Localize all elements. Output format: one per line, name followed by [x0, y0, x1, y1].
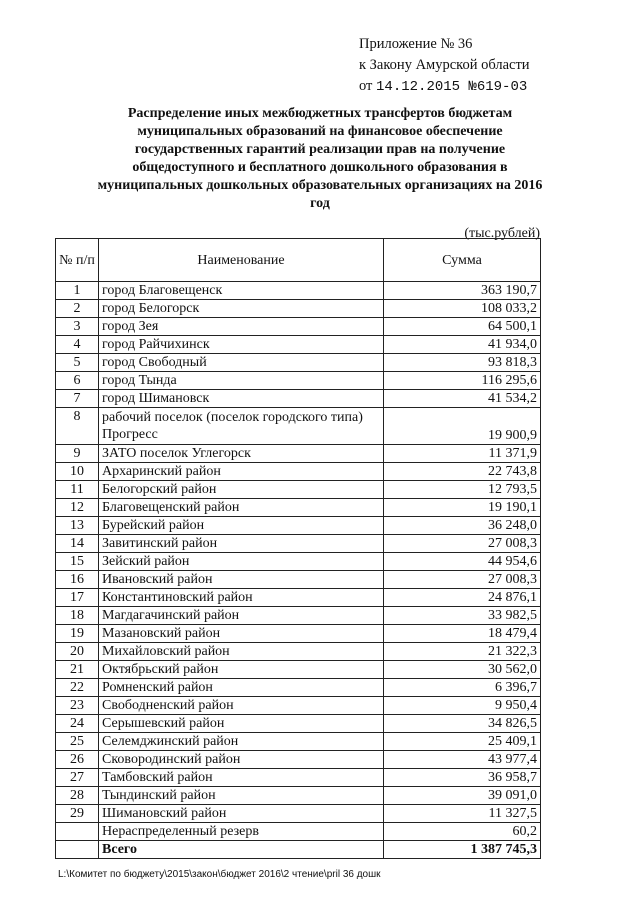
- row-name: город Шимановск: [99, 390, 384, 408]
- header-num: № п/п: [56, 239, 99, 282]
- row-sum: 36 248,0: [384, 517, 541, 535]
- row-num: 4: [56, 336, 99, 354]
- row-name: Зейский район: [99, 553, 384, 571]
- row-name: Селемджинский район: [99, 733, 384, 751]
- row-num: 11: [56, 481, 99, 499]
- row-sum: 41 534,2: [384, 390, 541, 408]
- row-num: 1: [56, 282, 99, 300]
- row-sum: 33 982,5: [384, 607, 541, 625]
- row-sum: 43 977,4: [384, 751, 541, 769]
- table-row: [56, 390, 541, 408]
- table-row: [56, 282, 541, 300]
- row-sum: 93 818,3: [384, 354, 541, 372]
- row-num: 8: [56, 408, 99, 445]
- row-name: Бурейский район: [99, 517, 384, 535]
- row-num: 29: [56, 805, 99, 823]
- table-body: [56, 282, 541, 859]
- table-row: [56, 715, 541, 733]
- table-row: [56, 751, 541, 769]
- row-sum: 18 479,4: [384, 625, 541, 643]
- header-sum: Сумма: [384, 239, 541, 282]
- row-sum: 363 190,7: [384, 282, 541, 300]
- table-row: [56, 535, 541, 553]
- row-name: город Тында: [99, 372, 384, 390]
- row-sum: 41 934,0: [384, 336, 541, 354]
- row-sum: 30 562,0: [384, 661, 541, 679]
- row-sum: 9 950,4: [384, 697, 541, 715]
- table-row: [56, 625, 541, 643]
- table-row: [56, 805, 541, 823]
- table-row: [56, 661, 541, 679]
- row-name: Свободненский район: [99, 697, 384, 715]
- row-sum: 44 954,6: [384, 553, 541, 571]
- row-num: [56, 823, 99, 841]
- row-sum: 64 500,1: [384, 318, 541, 336]
- row-num: 21: [56, 661, 99, 679]
- row-sum: 12 793,5: [384, 481, 541, 499]
- row-sum: 27 008,3: [384, 571, 541, 589]
- table-row: [56, 445, 541, 463]
- row-sum: 22 743,8: [384, 463, 541, 481]
- row-num: 6: [56, 372, 99, 390]
- row-num: 9: [56, 445, 99, 463]
- row-name: город Свободный: [99, 354, 384, 372]
- row-name: Октябрьский район: [99, 661, 384, 679]
- row-name: город Райчихинск: [99, 336, 384, 354]
- appendix-date: 14.12.2015 №619-03: [376, 79, 528, 95]
- row-name: Белогорский район: [99, 481, 384, 499]
- row-sum: 39 091,0: [384, 787, 541, 805]
- row-sum: 60,2: [384, 823, 541, 841]
- row-num: 7: [56, 390, 99, 408]
- row-sum: 24 876,1: [384, 589, 541, 607]
- table-row: [56, 463, 541, 481]
- row-num: 16: [56, 571, 99, 589]
- appendix-date-line: [359, 76, 530, 98]
- units-label: (тыс.рублей): [464, 226, 540, 241]
- table-row: [56, 643, 541, 661]
- row-num: 17: [56, 589, 99, 607]
- row-sum: 25 409,1: [384, 733, 541, 751]
- appendix-law: к Закону Амурской области: [359, 57, 530, 73]
- row-name: город Благовещенск: [99, 282, 384, 300]
- row-name: Тындинский район: [99, 787, 384, 805]
- appendix-header: [359, 34, 530, 98]
- row-num: 28: [56, 787, 99, 805]
- row-name: Архаринский район: [99, 463, 384, 481]
- row-name: Нераспределенный резерв: [99, 823, 384, 841]
- row-name: Тамбовский район: [99, 769, 384, 787]
- table-row: [56, 679, 541, 697]
- row-num: 3: [56, 318, 99, 336]
- row-num: 14: [56, 535, 99, 553]
- row-sum: 6 396,7: [384, 679, 541, 697]
- header-name: Наименование: [99, 239, 384, 282]
- row-sum: 116 295,6: [384, 372, 541, 390]
- row-num: 18: [56, 607, 99, 625]
- row-num: 15: [56, 553, 99, 571]
- table-row: [56, 408, 541, 445]
- row-num: 10: [56, 463, 99, 481]
- file-path-footer: L:\Комитет по бюджету\2015\закон\бюджет 2016\2 чтение\pril 36 дошк: [58, 869, 381, 880]
- table-row: [56, 571, 541, 589]
- total-sum: 1 387 745,3: [384, 841, 541, 859]
- table-row: [56, 823, 541, 841]
- row-num: 22: [56, 679, 99, 697]
- table-row: [56, 553, 541, 571]
- row-name: Ромненский район: [99, 679, 384, 697]
- row-sum: 27 008,3: [384, 535, 541, 553]
- row-sum: 11 371,9: [384, 445, 541, 463]
- table-row: [56, 589, 541, 607]
- row-num: 24: [56, 715, 99, 733]
- row-sum: 19 900,9: [384, 408, 541, 445]
- row-name: Сковородинский район: [99, 751, 384, 769]
- table-row: [56, 787, 541, 805]
- row-name: Серышевский район: [99, 715, 384, 733]
- row-name: Благовещенский район: [99, 499, 384, 517]
- appendix-date-prefix: от: [359, 78, 373, 94]
- row-num: 20: [56, 643, 99, 661]
- row-name: Завитинский район: [99, 535, 384, 553]
- row-name: Ивановский район: [99, 571, 384, 589]
- row-sum: 108 033,2: [384, 300, 541, 318]
- total-row: [56, 841, 541, 859]
- row-sum: 21 322,3: [384, 643, 541, 661]
- row-name: Магдагачинский район: [99, 607, 384, 625]
- row-name: город Белогорск: [99, 300, 384, 318]
- row-name: Михайловский район: [99, 643, 384, 661]
- row-name: город Зея: [99, 318, 384, 336]
- table-row: [56, 372, 541, 390]
- table-row: [56, 481, 541, 499]
- table-row: [56, 517, 541, 535]
- distribution-table: [55, 238, 541, 859]
- row-name: рабочий поселок (поселок городского типа) Прогресс: [99, 408, 384, 445]
- table-row: [56, 318, 541, 336]
- row-num: 2: [56, 300, 99, 318]
- table-row: [56, 769, 541, 787]
- row-num: 27: [56, 769, 99, 787]
- table-row: [56, 697, 541, 715]
- row-name: Мазановский район: [99, 625, 384, 643]
- total-num: [56, 841, 99, 859]
- row-num: 13: [56, 517, 99, 535]
- row-name: ЗАТО поселок Углегорск: [99, 445, 384, 463]
- row-sum: 11 327,5: [384, 805, 541, 823]
- row-sum: 34 826,5: [384, 715, 541, 733]
- document-title: Распределение иных межбюджетных трансфертов бюджетам муниципальных образований на финансовое обеспечение государственных гарантий реализации прав на получение общедоступного и бесплатного дошкольного образования в муниципальных дошкольных образовательных организациях на 2016 год: [97, 106, 543, 211]
- table-row: [56, 733, 541, 751]
- total-label: Всего: [99, 841, 384, 859]
- table-row: [56, 336, 541, 354]
- appendix-number: Приложение № 36: [359, 36, 473, 52]
- row-sum: 36 958,7: [384, 769, 541, 787]
- table-row: [56, 499, 541, 517]
- row-name: Константиновский район: [99, 589, 384, 607]
- table-row: [56, 354, 541, 372]
- row-num: 19: [56, 625, 99, 643]
- table-row: [56, 607, 541, 625]
- row-num: 25: [56, 733, 99, 751]
- row-sum: 19 190,1: [384, 499, 541, 517]
- table-header-row: [56, 239, 541, 282]
- row-num: 5: [56, 354, 99, 372]
- table-row: [56, 300, 541, 318]
- row-num: 26: [56, 751, 99, 769]
- row-num: 23: [56, 697, 99, 715]
- row-name: Шимановский район: [99, 805, 384, 823]
- row-num: 12: [56, 499, 99, 517]
